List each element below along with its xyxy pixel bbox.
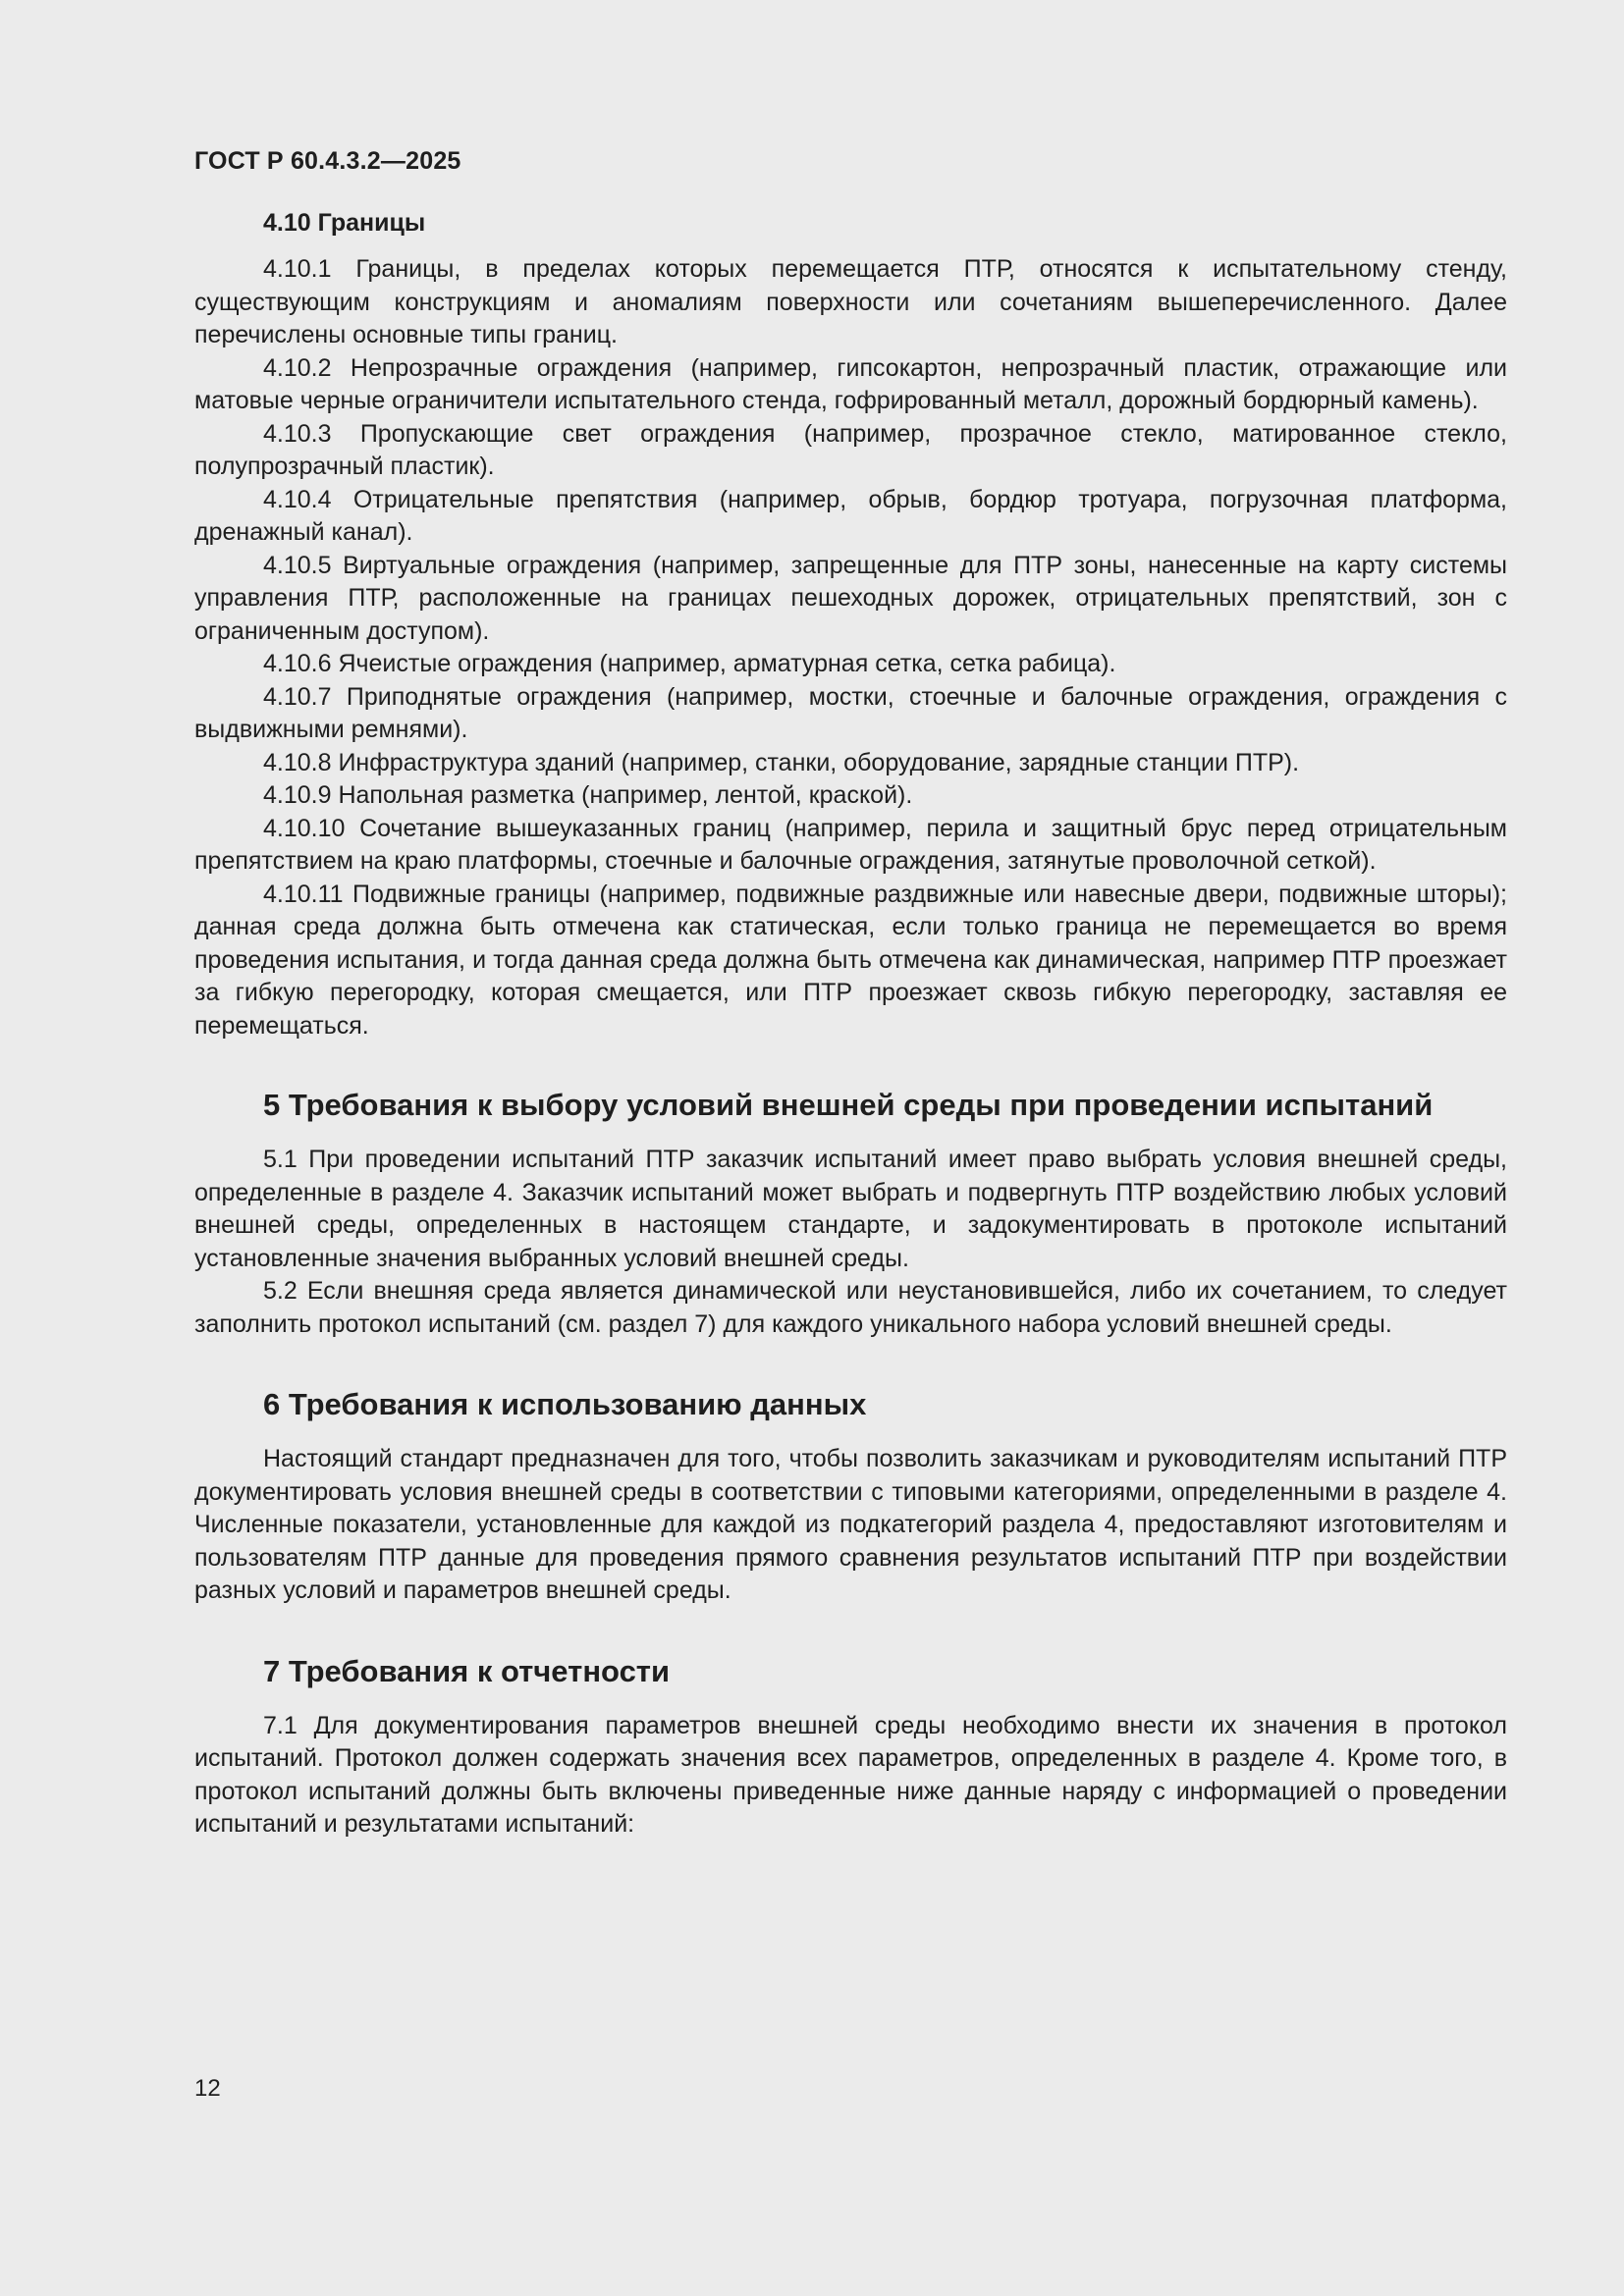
subsection-title-4-10: 4.10 Границы bbox=[263, 209, 426, 237]
paragraph-7-1: 7.1 Для документирования параметров внешней среды необходимо внести их значения в протокол испытаний. Протокол должен содержать значения всех параметров, определенных в разделе 4. Кроме того, в протокол испытаний должны быть включены приведенные ниже данные наряду с информацией о проведении испытаний и результатами испытаний: bbox=[194, 1711, 1507, 1838]
paragraph-4-10-5: 4.10.5 Виртуальные ограждения (например, запрещенные для ПТР зоны, нанесенные на карту системы управления ПТР, расположенные на границах пешеходных дорожек, отрицательных препятствий, зон с ограниченным доступом). bbox=[194, 551, 1507, 645]
paragraph-4-10-8: 4.10.8 Инфраструктура зданий (например, станки, оборудование, зарядные станции ПТР). bbox=[263, 748, 1300, 776]
paragraph-5-2: 5.2 Если внешняя среда является динамической или неустановившейся, либо их сочетанием, то следует заполнить протокол испытаний (см. раздел 7) для каждого уникального набора условий внешней среды. bbox=[194, 1277, 1507, 1338]
paragraph-6-1: Настоящий стандарт предназначен для того, чтобы позволить заказчикам и руководителям испытаний ПТР документировать условия внешней среды в соответствии с типовыми категориями, определенными в разделе 4. Численные показатели, установленные для каждой из подкатегорий раздела 4, предоставляют изготовителям и пользователям ПТР данные для проведения прямого сравнения результатов испытаний ПТР при воздействии разных условий и параметров внешней среды. bbox=[194, 1445, 1507, 1604]
section-heading-5: 5 Требования к выбору условий внешней среды при проведении испытаний bbox=[263, 1088, 1434, 1122]
paragraph-4-10-11: 4.10.11 Подвижные границы (например, подвижные раздвижные или навесные двери, подвижные шторы); данная среда должна быть отмечена как статическая, если только граница не перемещается во время проведения испытания, и тогда данная среда должна быть отмечена как динамическая, например ПТР проезжает за гибкую перегородку, которая смещается, или ПТР проезжает сквозь гибкую перегородку, заставляя ее перемещаться. bbox=[194, 880, 1507, 1040]
document-page bbox=[194, 147, 1507, 1842]
section-heading-7: 7 Требования к отчетности bbox=[263, 1653, 671, 1688]
paragraph-4-10-7: 4.10.7 Приподнятые ограждения (например, мостки, стоечные и балочные ограждения, ограждения с выдвижными ремнями). bbox=[194, 682, 1507, 743]
paragraph-4-10-2: 4.10.2 Непрозрачные ограждения (например, гипсокартон, непрозрачный пластик, отражающие или матовые черные ограничители испытательного стенда, гофрированный металл, дорожный бордюрный камень). bbox=[194, 353, 1507, 414]
paragraph-4-10-6: 4.10.6 Ячеистые ограждения (например, арматурная сетка, сетка рабица). bbox=[263, 650, 1116, 677]
paragraph-4-10-3: 4.10.3 Пропускающие свет ограждения (например, прозрачное стекло, матированное стекло, полупрозрачный пластик). bbox=[194, 419, 1507, 480]
paragraph-5-1: 5.1 При проведении испытаний ПТР заказчик испытаний имеет право выбрать условия внешней среды, определенные в разделе 4. Заказчик испытаний может выбрать и подвергнуть ПТР воздействию любых условий внешней среды, определенных в настоящем стандарте, и задокументировать в протоколе испытаний установленные значения выбранных условий внешней среды. bbox=[194, 1146, 1507, 1272]
paragraph-4-10-1: 4.10.1 Границы, в пределах которых перемещается ПТР, относятся к испытательному стенду, существующим конструкциям и аномалиям поверхности или сочетаниям вышеперечисленного. Далее перечислены основные типы границ. bbox=[194, 255, 1507, 348]
paragraph-4-10-10: 4.10.10 Сочетание вышеуказанных границ (например, перила и защитный брус перед отрицательным препятствием на краю платформы, стоечные и балочные ограждения, затянутые проволочной сеткой). bbox=[194, 814, 1507, 875]
paragraph-4-10-4: 4.10.4 Отрицательные препятствия (например, обрыв, бордюр тротуара, погрузочная платформа, дренажный канал). bbox=[194, 485, 1507, 546]
standard-code-header: ГОСТ Р 60.4.3.2—2025 bbox=[194, 147, 461, 175]
section-heading-6: 6 Требования к использованию данных bbox=[263, 1387, 867, 1421]
paragraph-4-10-9: 4.10.9 Напольная разметка (например, лентой, краской). bbox=[263, 781, 913, 809]
page-number: 12 bbox=[194, 2075, 221, 2102]
